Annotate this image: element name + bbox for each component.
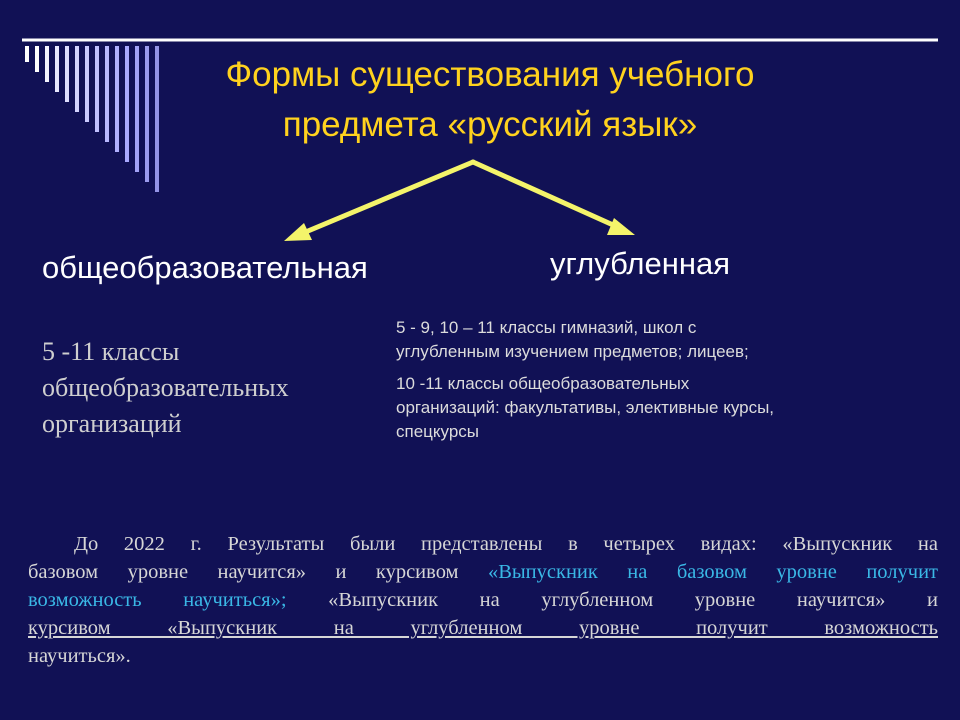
advanced-item-2-line-3: спецкурсы bbox=[396, 422, 480, 441]
general-desc-line-1: 5 -11 классы bbox=[42, 337, 180, 366]
note-line-3-b: «Выпускник на углубленном уровне научится» и bbox=[328, 589, 939, 611]
general-desc-line-3: организаций bbox=[42, 409, 182, 438]
advanced-item-2-line-2: организаций: факультативы, элективные курсы, bbox=[396, 398, 775, 417]
note-line-3-a: возможность научиться»; bbox=[28, 589, 287, 611]
title-line-2: предмета «русский язык» bbox=[282, 105, 698, 144]
arrow-right-shaft bbox=[473, 162, 622, 229]
note-line-2-a: базовом уровне научится» и курсивом bbox=[28, 561, 459, 583]
advanced-item-1-line-1: 5 - 9, 10 – 11 классы гимназий, школ с bbox=[396, 318, 697, 337]
note-line-2 bbox=[28, 558, 938, 586]
title-line-1: Формы существования учебного bbox=[225, 55, 755, 94]
advanced-item-1 bbox=[396, 316, 956, 364]
advanced-item-2-line-1: 10 -11 классы общеобразовательных bbox=[396, 374, 690, 393]
arrow-right-head bbox=[607, 218, 635, 235]
advanced-item-2 bbox=[396, 372, 956, 444]
general-desc-line-2: общеобразовательных bbox=[42, 373, 289, 402]
arrow-left-head bbox=[284, 223, 312, 241]
results-note bbox=[28, 530, 938, 670]
advanced-item-1-line-2: углубленным изучением предметов; лицеев; bbox=[396, 342, 749, 361]
branch-advanced: углубленная bbox=[550, 246, 731, 281]
arrow-left-shaft bbox=[296, 162, 473, 236]
note-line-1: До 2022 г. Результаты были представлены в четырех видах: «Выпускник на bbox=[74, 533, 938, 555]
branch-general: общеобразовательная bbox=[42, 250, 368, 285]
advanced-description bbox=[396, 316, 956, 452]
note-line-2-b: «Выпускник на базовом уровне получит bbox=[487, 561, 938, 583]
note-line-4: курсивом «Выпускник на углубленном уровне получит возможность bbox=[28, 617, 938, 639]
note-line-5: научиться». bbox=[28, 645, 131, 667]
note-line-3 bbox=[28, 586, 938, 614]
general-description bbox=[42, 334, 372, 442]
